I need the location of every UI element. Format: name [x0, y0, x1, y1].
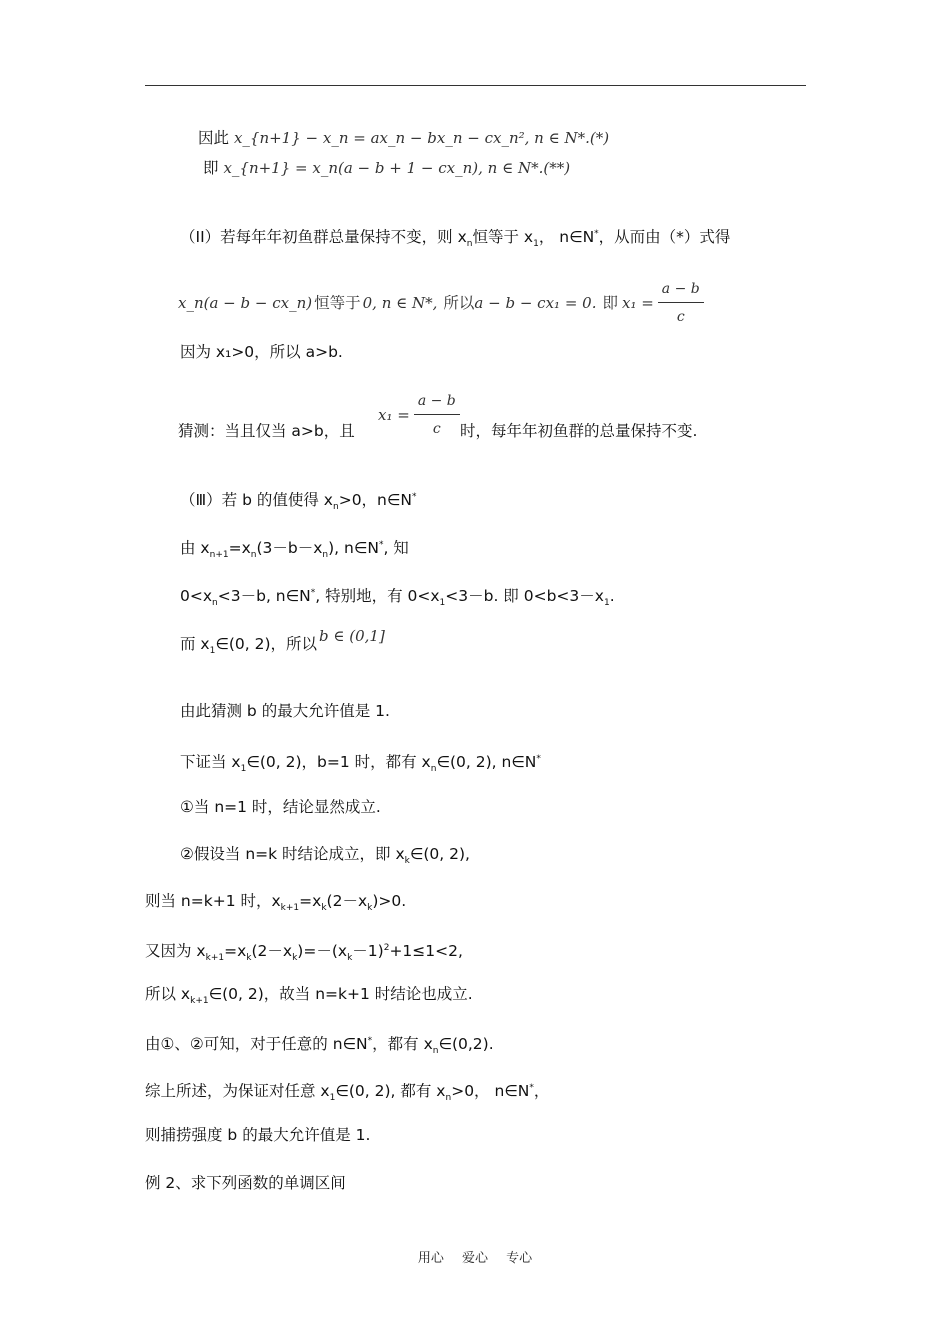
text: ， n∈N	[538, 228, 595, 246]
text-line: 由 $x_{n+1}=x_n(3-b-x_n)$, n∈N*, 知	[180, 539, 409, 560]
text: 又因为 x	[145, 942, 206, 960]
text: 即	[602, 294, 618, 312]
paragraph-ii: （II）若每年年初鱼群总量保持不变，则 $x_n$恒等于 $x_1$， n∈N*，从而由（*）式得	[180, 228, 731, 249]
text: ∈(0, 2), 都有 x	[335, 1082, 446, 1100]
text: (2－x	[251, 942, 293, 960]
text-line: 又因为 $x_{k+1}=x_k(2-x_k)=-(x_k-1)^2+1\le 1<2$,	[145, 942, 463, 963]
fraction-a-minus-b-over-c	[414, 390, 460, 440]
text-line: 由此猜测 b 的最大允许值是 1.	[180, 702, 390, 720]
text: ②假设当 n=k 时结论成立，即 x	[180, 845, 405, 863]
text: ∈(0,2).	[438, 1035, 494, 1053]
text: 而 x	[180, 635, 210, 653]
text: )>0.	[372, 892, 407, 910]
equation-double-star: x_{n+1} = x_n(a − b + 1 − cx_n), n ∈ N*.(**)	[223, 159, 571, 177]
text-line: 所以 $x_{k+1}\in(0$, 2)，故当 n=k+1 时结论也成立.	[145, 985, 473, 1006]
text-line: 而 $x_1\in(0$, 2)，所以 b ∈ (0,1]	[180, 627, 385, 656]
text-line: 则捕捞强度 b 的最大允许值是 1.	[145, 1126, 371, 1144]
footer-word: 爱心	[461, 1251, 488, 1266]
math: x₁ =	[378, 406, 410, 424]
text: , 知	[383, 539, 409, 557]
text: >0，n∈N	[338, 491, 412, 509]
text-line: ②假设当 n=k 时结论成立，即 $x_k\in(0$, 2),	[180, 845, 470, 866]
text: 恒等于 x	[472, 228, 534, 246]
eq-prefix: 因此	[198, 129, 230, 147]
text: (3－b－x	[256, 539, 323, 557]
text-line: 下证当 $x_1\in(0$, 2)，b=1 时，都有 $x_n\in(0$, 2), n∈N*	[180, 753, 541, 774]
text: 恒等于	[314, 294, 361, 312]
text: ∈(0, 2)，所以	[215, 635, 318, 653]
guess-fraction	[378, 390, 460, 440]
text: <3－b, n∈N	[217, 587, 311, 605]
header-rule	[145, 85, 806, 86]
eq-line-2	[203, 157, 570, 179]
text: 0<x	[180, 587, 213, 605]
text: ∈(0, 2)，故当 n=k+1 时结论也成立.	[208, 985, 473, 1003]
text: ∈(0, 2),	[409, 845, 470, 863]
text-line: 由①、②可知，对于任意的 n∈N*，都有 $x_n\in(0,2)$.	[145, 1035, 494, 1056]
math: b ∈ (0,1]	[319, 627, 385, 645]
text: <3－b. 即 0<b<3－x	[445, 587, 604, 605]
text: >0， n∈N	[451, 1082, 530, 1100]
text-line: ①当 n=1 时，结论显然成立.	[180, 798, 381, 816]
math: a − b − cx₁ = 0.	[474, 294, 597, 312]
text: ，从而由（*）式得	[598, 228, 731, 246]
text: 由 x	[180, 539, 210, 557]
fraction-numerator: a − b	[414, 390, 460, 415]
eq-line-1	[198, 127, 609, 149]
paragraph-ii-math	[178, 278, 704, 328]
text: ，都有 x	[372, 1035, 433, 1053]
equation-star: x_{n+1} − x_n = ax_n − bx_n − cx_n², n ∈ N*.(*)	[233, 129, 610, 147]
text: , 特别地，有 0<x	[315, 587, 440, 605]
text: 所以	[443, 294, 475, 312]
paragraph-iii: （Ⅲ）若 b 的值使得 $x_n>0$，n∈N*	[180, 491, 417, 512]
text: =x	[224, 942, 247, 960]
text-line: $0<x_n<3-b$, n∈N*, 特别地，有 $0<x_1<3-b$. 即 $0<b<3-x_1$.	[180, 587, 615, 608]
text: 所以 x	[145, 985, 191, 1003]
math: x_n(a − b − cx_n)	[178, 294, 313, 312]
text: ，	[533, 1082, 550, 1100]
fraction-numerator: a − b	[658, 278, 704, 303]
text-line: 则当 n=k+1 时，$x_{k+1}=x_k(2-x_k)>0$.	[145, 892, 407, 913]
footer-word: 用心	[417, 1251, 444, 1266]
text: =x	[228, 539, 251, 557]
text: )=－(x	[297, 942, 348, 960]
page-footer	[0, 1247, 950, 1266]
text-line: 因为 x₁>0，所以 a>b.	[180, 343, 343, 361]
text: ∈(0, 2), n∈N	[436, 753, 537, 771]
text: (2－x	[326, 892, 368, 910]
text: =x	[299, 892, 322, 910]
text-line: 综上所述，为保证对任意 $x_1\in(0$, 2), 都有 $x_n>0$， n∈N*，	[145, 1082, 550, 1103]
text: 下证当 x	[180, 753, 241, 771]
text: ∈(0, 2)，b=1 时，都有 x	[246, 753, 431, 771]
text-line: 时，每年年初鱼群的总量保持不变.	[460, 422, 698, 440]
text: （II）若每年年初鱼群总量保持不变，则 x	[180, 228, 467, 246]
text: .	[609, 587, 615, 605]
text: 则当 n=k+1 时，x	[145, 892, 281, 910]
text: 由①、②可知，对于任意的 n∈N	[145, 1035, 368, 1053]
text: （Ⅲ）若 b 的值使得 x	[180, 491, 333, 509]
eq-prefix: 即	[203, 159, 219, 177]
example-heading: 例 2、求下列函数的单调区间	[145, 1174, 346, 1192]
fraction-denominator: c	[432, 421, 441, 437]
math: x₁ =	[621, 294, 654, 312]
math: 0, n ∈ N*,	[362, 294, 438, 312]
text: ), n∈N	[328, 539, 379, 557]
text: 综上所述，为保证对任意 x	[145, 1082, 330, 1100]
guess-line	[178, 390, 355, 442]
fraction-a-minus-b-over-c	[658, 278, 704, 328]
text: +1≤1<2,	[389, 942, 463, 960]
footer-word: 专心	[506, 1251, 533, 1266]
text: －1)	[352, 942, 384, 960]
fraction-denominator: c	[676, 309, 685, 325]
text: 猜测：当且仅当 a>b，且	[178, 422, 355, 440]
